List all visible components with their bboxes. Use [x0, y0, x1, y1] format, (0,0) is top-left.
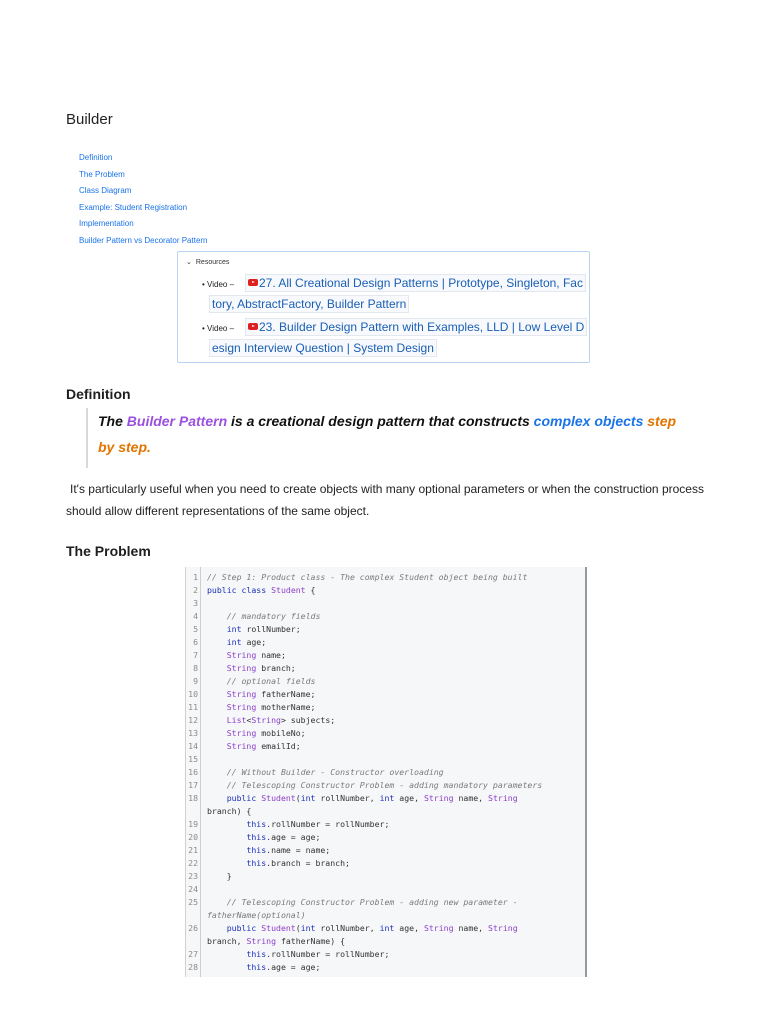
line-number: 4: [193, 611, 198, 621]
line-number: 12: [188, 715, 198, 725]
resource-link-line1: 23. Builder Design Pattern with Examples, LLD | Low Level D: [259, 320, 585, 334]
line-number: 27: [188, 949, 198, 959]
quote-text: The: [98, 413, 127, 429]
quote-step: step: [647, 413, 677, 429]
definition-quote: [86, 408, 686, 468]
line-number: 28: [188, 962, 198, 972]
resource-link-continued[interactable]: [209, 339, 437, 357]
code-text: String emailId;: [226, 741, 301, 751]
code-text: String mobileNo;: [226, 728, 306, 738]
code-text: branch, String fatherName) {: [207, 936, 346, 946]
page-title: Builder: [66, 111, 113, 128]
code-text: String name;: [226, 650, 286, 660]
table-of-contents: [79, 150, 208, 249]
definition-paragraph: It's particularly useful when you need to create objects with many optional parameters or when the construction process should allow different representations of the same object.: [66, 482, 704, 518]
definition-heading: Definition: [66, 386, 131, 402]
toc-link-definition[interactable]: Definition: [79, 153, 113, 162]
line-number: 20: [188, 832, 198, 842]
line-number: 14: [188, 741, 198, 751]
code-text: int rollNumber;: [226, 624, 301, 634]
line-number: 11: [188, 702, 198, 712]
code-text: // mandatory fields: [207, 611, 321, 621]
toc-link-implementation[interactable]: Implementation: [79, 219, 134, 228]
resource-lead: • Video –: [202, 280, 235, 289]
code-text: this.name = name;: [246, 845, 331, 855]
youtube-icon: [248, 323, 258, 330]
problem-heading: The Problem: [66, 543, 151, 559]
resource-link-line2: esign Interview Question | System Design: [212, 341, 434, 355]
line-number: 5: [193, 624, 198, 634]
line-number: 13: [188, 728, 198, 738]
line-number: 25: [188, 897, 198, 907]
line-number: 17: [188, 780, 198, 790]
toc-link-class-diagram[interactable]: Class Diagram: [79, 186, 132, 195]
code-text: String branch;: [226, 663, 296, 673]
resource-link[interactable]: [245, 318, 587, 336]
resource-link[interactable]: [245, 274, 586, 292]
toc-link-builder-vs-decorator[interactable]: Builder Pattern vs Decorator Pattern: [79, 235, 208, 245]
resources-panel: [177, 251, 590, 363]
code-text: // Telescoping Constructor Problem - adding mandatory parameters: [207, 780, 543, 790]
quote-complex-objects: complex objects: [533, 413, 644, 429]
code-text: // Step 1: Product class - The complex Student object being built: [207, 572, 528, 582]
line-number: 15: [188, 754, 198, 764]
code-text: // Telescoping Constructor Problem - adding new parameter -: [207, 897, 518, 907]
code-text: this.rollNumber = rollNumber;: [246, 949, 390, 959]
line-number: 9: [193, 676, 198, 686]
line-number: 23: [188, 871, 198, 881]
code-text: this.age = age;: [246, 832, 321, 842]
code-text: // optional fields: [207, 676, 316, 686]
resource-link-line2: tory, AbstractFactory, Builder Pattern: [212, 297, 407, 311]
resource-lead: • Video –: [202, 324, 235, 333]
code-text: this.branch = branch;: [246, 858, 350, 868]
resource-link-line1: 27. All Creational Design Patterns | Prototype, Singleton, Fac: [259, 276, 583, 290]
line-number: 6: [193, 637, 198, 647]
resources-heading: Resources: [195, 259, 230, 266]
code-text: this.rollNumber = rollNumber;: [246, 819, 390, 829]
code-text: branch) {: [207, 806, 252, 816]
resource-item: [202, 318, 587, 358]
resources-toggle[interactable]: [186, 258, 229, 266]
code-text: // Without Builder - Constructor overloading: [207, 767, 444, 777]
chevron-down-icon: ⌄: [186, 259, 192, 266]
line-number: 7: [193, 650, 198, 660]
quote-builder-pattern: Builder Pattern: [126, 413, 228, 429]
code-text: int age;: [226, 637, 267, 647]
line-number: 22: [188, 858, 198, 868]
line-number: 8: [193, 663, 198, 673]
resource-link-continued[interactable]: [209, 295, 409, 313]
code-block: [185, 567, 587, 977]
resource-item: [202, 274, 587, 314]
line-number: 16: [188, 767, 198, 777]
youtube-icon: [248, 279, 258, 286]
line-number: 1: [193, 572, 198, 582]
line-number: 21: [188, 845, 198, 855]
code-text: fatherName(optional): [207, 910, 306, 920]
line-number: 2: [193, 585, 198, 595]
code-text: List<String> subjects;: [226, 715, 336, 725]
line-number: 19: [188, 819, 198, 829]
code-text: public Student(int rollNumber, int age, String name, String: [226, 923, 518, 933]
line-number: 18: [188, 793, 198, 803]
line-number: 3: [193, 598, 198, 608]
code-text: String fatherName;: [226, 689, 316, 699]
line-number: 24: [188, 884, 198, 894]
quote-by-step: by step.: [98, 439, 151, 455]
line-number: 26: [188, 923, 198, 933]
code-text: public class Student {: [207, 585, 316, 595]
toc-link-the-problem[interactable]: The Problem: [79, 169, 125, 179]
code-text: String motherName;: [226, 702, 316, 712]
toc-link-example[interactable]: Example: Student Registration: [79, 202, 188, 212]
code-text: this.age = age;: [246, 962, 321, 972]
line-number: 10: [188, 689, 198, 699]
code-text: }: [207, 871, 232, 881]
code-text: public Student(int rollNumber, int age, String name, String: [226, 793, 518, 803]
quote-text: is a creational design pattern that constructs: [227, 413, 534, 429]
